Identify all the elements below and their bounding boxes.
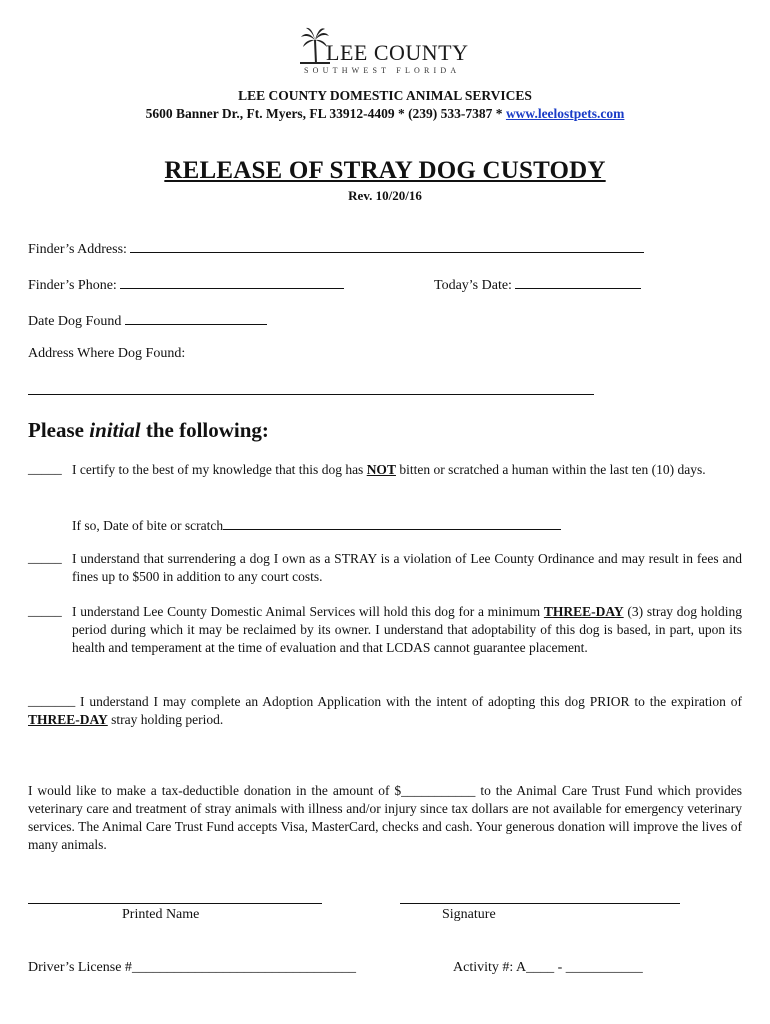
initial-blank-1[interactable]: _____ <box>28 461 62 476</box>
agency-name: LEE COUNTY DOMESTIC ANIMAL SERVICES <box>238 88 532 103</box>
drivers-license-blank[interactable]: ________________________________ <box>131 960 356 975</box>
activity-separator: - <box>554 960 566 975</box>
finders-phone-line[interactable] <box>120 274 344 289</box>
finders-phone-field <box>28 274 344 294</box>
lee-county-logo <box>300 26 480 78</box>
date-dog-found-line[interactable] <box>125 310 267 325</box>
bite-date-label: If so, Date of bite or scratch <box>72 518 224 533</box>
revision-date: Rev. 10/20/16 <box>348 188 422 203</box>
heading-post: the following: <box>140 418 269 442</box>
page-title: RELEASE OF STRAY DOG CUSTODY <box>164 157 606 184</box>
item-4-pre: I understand I may complete an Adoption Application with the intent of adopting this dog PRIOR to the expiration of <box>80 694 742 709</box>
item-1-not: NOT <box>366 462 396 477</box>
todays-date-line[interactable] <box>515 274 641 289</box>
item-3-three-day: THREE-DAY <box>543 604 624 619</box>
todays-date-field <box>434 274 641 294</box>
logo-subtitle: SOUTHWEST FLORIDA <box>304 66 461 75</box>
initial-blank-3[interactable]: _____ <box>28 603 62 618</box>
agency-address <box>0 106 770 122</box>
activity-blank-1[interactable]: ____ <box>526 960 555 975</box>
item-1-pre: I certify to the best of my knowledge that this dog has <box>72 462 367 477</box>
item-3-post: (3) stray dog holding period during which it may be reclaimed by its owner. I understand that adoptability of this dog is based, in part, upon its health and temperament at the time of evaluation and that LCDAS cannot guarantee placement. <box>72 604 742 655</box>
item-4-three-day: THREE-DAY <box>28 712 108 727</box>
heading-emphasis: initial <box>89 418 141 442</box>
drivers-license-label: Driver’s License # <box>28 960 132 975</box>
donation-pre: I would like to make a tax-deductible donation in the amount of $ <box>28 783 402 798</box>
signature-label: Signature <box>442 907 496 922</box>
item-1-text <box>72 461 742 479</box>
item-1-post: bitten or scratched a human within the last ten (10) days. <box>395 462 706 477</box>
date-dog-found-field <box>28 310 267 330</box>
donation-post: to the Animal Care Trust Fund which provides veterinary care and treatment of stray animals with illness and/or injury since tax dollars are not available for emergency veterinary services. The Animal Care Trust Fund accepts Visa, MasterCard, checks and cash. Your generous donation will improve the lives of many animals. <box>28 783 742 852</box>
activity-label: Activity #: A <box>453 960 527 975</box>
printed-name-label: Printed Name <box>122 907 200 922</box>
drivers-license-field <box>28 960 356 976</box>
item-3-pre: I understand Lee County Domestic Animal Services will hold this dog for a minimum <box>72 604 544 619</box>
activity-number-field <box>453 960 643 976</box>
finders-phone-label: Finder’s Phone: <box>28 278 117 293</box>
initial-blank-2[interactable]: _____ <box>28 550 62 565</box>
item-3-text <box>72 603 742 657</box>
logo-wordmark: LEE COUNTY <box>326 40 469 65</box>
bite-date-line[interactable] <box>223 515 561 530</box>
todays-date-label: Today’s Date: <box>434 278 512 293</box>
finders-address-field <box>28 238 644 258</box>
date-dog-found-label: Date Dog Found <box>28 314 122 329</box>
address-where-found-line[interactable] <box>28 394 594 395</box>
donation-paragraph <box>28 782 742 854</box>
finders-address-line[interactable] <box>130 238 644 253</box>
bite-date-field <box>72 515 561 535</box>
initial-heading <box>28 418 269 443</box>
printed-name-line[interactable] <box>28 903 322 904</box>
item-4-text <box>28 693 742 729</box>
heading-pre: Please <box>28 418 90 442</box>
finders-address-label: Finder’s Address: <box>28 242 127 257</box>
website-link[interactable]: www.leelostpets.com <box>505 106 625 121</box>
donation-amount-blank[interactable]: ___________ <box>401 783 476 798</box>
address-text: 5600 Banner Dr., Ft. Myers, FL 33912-4409 * (239) 533-7387 * <box>145 106 506 121</box>
address-where-found-label: Address Where Dog Found: <box>28 346 186 361</box>
item-4-post: stray holding period. <box>107 712 224 727</box>
signature-line[interactable] <box>400 903 680 904</box>
item-2-text: I understand that surrendering a dog I own as a STRAY is a violation of Lee County Ordinance and may result in fees and fines up to $500 in addition to any court costs. <box>72 551 742 584</box>
initial-blank-4[interactable]: _______ <box>28 693 76 708</box>
activity-blank-2[interactable]: ___________ <box>565 960 643 975</box>
